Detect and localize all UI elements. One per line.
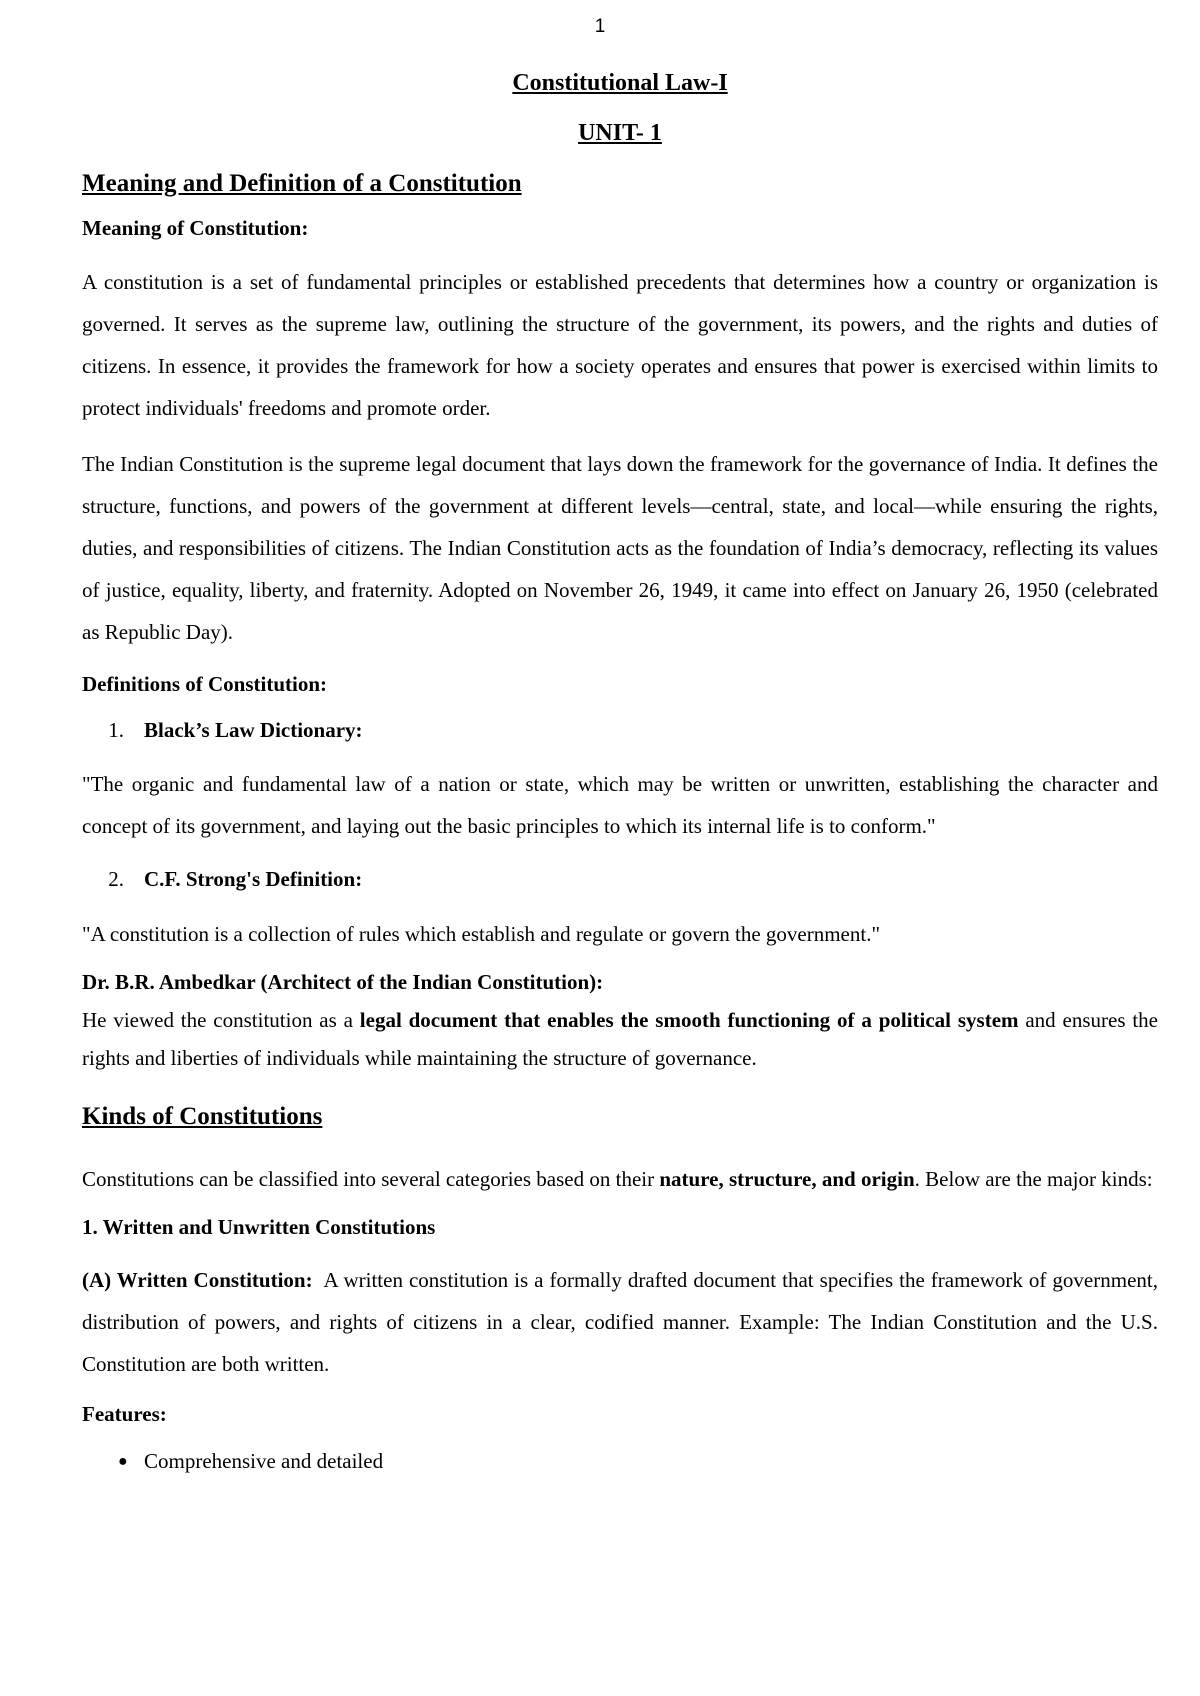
meaning-paragraph-1: A constitution is a set of fundamental principles or established precedents that determines how a country or organization is governed. It serves as the supreme law, outlining the structure of the government, its powers, and the rights and duties of citizens. In essence, it provides the framework for how a society operates and ensures that power is exercised within limits to protect individuals' freedoms and promote order. (82, 269, 1158, 420)
definitions-label: Definitions of Constitution: (82, 671, 328, 696)
definition-title-1: Black’s Law Dictionary: (144, 717, 363, 742)
written-constitution-text: A written constitution is a formally drafted document that specifies the framework of government, distribution of powers, and rights of citizens in a clear, codified manner. Example: The Indian Constitution and the U.S. Constitution are both written. (82, 1268, 1164, 1377)
definition-text-1: "The organic and fundamental law of a nation or state, which may be written or unwritten, establishing the character and concept of its government, and laying out the basic principles to which its internal life is to conform." (82, 772, 1158, 839)
document-title: Constitutional Law-I (512, 70, 728, 96)
list-item (82, 1446, 1158, 1478)
kinds-intro-post: . Below are the major kinds: (914, 1166, 1153, 1191)
kinds-intro-pre: Constitutions can be classified into several categories based on their (82, 1166, 660, 1191)
section-heading-meaning-definition: Meaning and Definition of a Constitution (82, 170, 522, 197)
ambedkar-title: Dr. B.R. Ambedkar (Architect of the Indian Constitution): (82, 969, 604, 994)
definition-title-2: C.F. Strong's Definition: (144, 867, 363, 892)
ambedkar-text-post: and ensures the rights and liberties of individuals while maintaining the structure of governance. (82, 1007, 1158, 1070)
ambedkar-text-bold: legal document that enables the smooth functioning of a political system (359, 1007, 1019, 1032)
written-constitution-paragraph (82, 1259, 1164, 1385)
ambedkar-text-pre: He viewed the constitution as a (82, 1007, 360, 1032)
features-label: Features: (82, 1402, 167, 1427)
features-list (82, 1446, 1158, 1478)
meaning-paragraph-2: The Indian Constitution is the supreme legal document that lays down the framework for the governance of India. It defines the structure, functions, and powers of the government at different levels—central, state, and local—while ensuring the rights, duties, and responsibilities of citizens. The Indian Constitution acts as the foundation of India’s democracy, reflecting its values of justice, equality, liberty, and fraternity. Adopted on November 26, 1949, it came into effect on January 26, 1950 (celebrated as Republic Day). (82, 451, 1158, 644)
definition-item-2 (82, 865, 1158, 894)
definition-item-1 (82, 716, 1158, 745)
subheading-written-unwritten: 1. Written and Unwritten Constitutions (82, 1214, 436, 1239)
unit-heading: UNIT- 1 (578, 120, 662, 146)
definition-text-2: "A constitution is a collection of rules which establish and regulate or govern the government." (82, 921, 881, 946)
page-number: 1 (594, 16, 606, 37)
definition-number-2: 2. (108, 867, 124, 892)
kinds-intro (82, 1158, 1158, 1200)
definition-number-1: 1. (108, 717, 124, 742)
meaning-label: Meaning of Constitution: (82, 216, 309, 241)
section-heading-kinds: Kinds of Constitutions (82, 1102, 323, 1130)
feature-text: Comprehensive and detailed (144, 1449, 384, 1474)
ambedkar-text (82, 1001, 1158, 1077)
kinds-intro-bold: nature, structure, and origin (659, 1166, 915, 1191)
written-constitution-label: (A) Written Constitution: (82, 1268, 313, 1293)
document-body (82, 68, 1164, 1478)
bullet-icon: ● (118, 1453, 128, 1471)
